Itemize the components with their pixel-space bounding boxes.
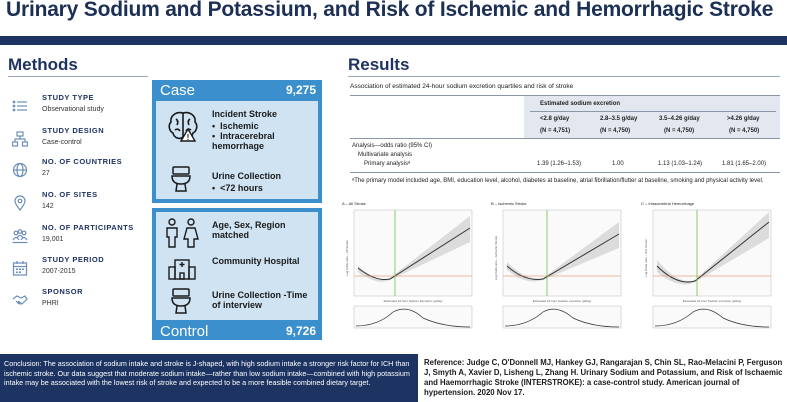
stroke-bullet: • Intracerebral hemorrhage <box>212 131 275 151</box>
match-text: Age, Sex, Region matched <box>212 220 286 240</box>
case-count: 9,275 <box>285 83 316 97</box>
method-label: NO. OF PARTICIPANTS <box>42 223 134 232</box>
conclusion-text: Conclusion: The association of sodium intake and stroke is J-shaped, with high sodium intake a stronger risk factor for ICH than ischemic stroke. Our data suggest that moderate sodium intake—rather than low sodium intake—combined with high potassium intake may be associated with the lowest risk of stroke and expected to be a more feasible combined dietary target. <box>4 359 410 388</box>
density-frame <box>653 306 771 328</box>
table-col-header: 2.8–3.5 g/day <box>600 116 638 122</box>
table-col-n: (N = 4,750) <box>664 128 695 134</box>
results-heading: Results <box>348 55 410 74</box>
handshake-icon <box>12 292 28 308</box>
plot-title: A – All Stroke <box>342 201 366 206</box>
reference-text: Reference: Judge C, O'Donnell MJ, Hankey GJ, Rangarajan S, Chin SL, Rao-Melacini P, Ferguson J, Smyth A, Xavier D, Lisheng L, Zhang H. Urinary Sodium and Potassium, and Risk of Ischaemic and Haemorrhagic Stroke (INTERSTROKE): a case-control study. American journal of hypertension. 2020 Nov 17. <box>424 358 783 397</box>
table-cell: 1.13 (1.03–1.24) <box>658 161 703 167</box>
table-cell: 1.39 (1.26–1.53) <box>537 161 582 167</box>
method-value: Case-control <box>42 139 82 146</box>
stroke-bullet: • Ischemic <box>212 121 259 131</box>
table-rule <box>350 172 780 173</box>
table-col-header: 3.5–4.26 g/day <box>659 116 700 122</box>
method-value: 142 <box>42 203 54 210</box>
control-panel-body <box>156 212 318 320</box>
table-col-n: (N = 4,751) <box>540 128 571 134</box>
table-group-header: Estimated sodium excretion <box>540 101 621 107</box>
plot-frame <box>653 210 771 296</box>
brain-icon <box>166 109 200 143</box>
control-urine-text: Urine Collection -Time of interview <box>212 290 308 310</box>
table-title: Association of estimated 24-hour sodium excretion quartiles and risk of stroke <box>350 83 574 90</box>
method-item-sponsor <box>12 287 147 317</box>
hospital-icon <box>168 256 196 280</box>
plot-ylabel: Log Odds ratio – ICH Stroke <box>644 239 648 277</box>
case-label: Case <box>160 82 196 99</box>
conclusion-box <box>0 354 418 402</box>
method-item-participants <box>12 223 147 253</box>
location-pin-icon <box>12 195 28 211</box>
method-value: Observational study <box>42 106 104 113</box>
hospital-text: Community Hospital <box>212 256 300 266</box>
plot-xlabel: Estimated 24 hour Sodium excretion (g/day) <box>682 299 742 303</box>
table-rule <box>530 111 776 112</box>
spline-plot-ich <box>637 196 777 331</box>
method-label: STUDY DESIGN <box>42 126 105 135</box>
density-frame <box>503 306 621 328</box>
page-title: Urinary Sodium and Potassium, and Risk of Ischemic and Hemorrhagic Stroke <box>6 0 774 21</box>
urine-heading: Urine Collection <box>212 171 282 181</box>
method-value: 2007-2015 <box>42 268 76 275</box>
table-cell: 1.00 <box>612 161 624 167</box>
plot-xlabel: Estimated 24 hour Sodium excretion (g/day) <box>532 299 592 303</box>
control-label: Control <box>160 323 209 340</box>
stroke-heading: Incident Stroke <box>212 109 278 119</box>
method-label: NO. OF COUNTRIES <box>42 157 123 166</box>
spline-plot-all-stroke <box>338 196 478 331</box>
results-divider <box>348 76 780 77</box>
method-value: 27 <box>42 170 50 177</box>
case-panel <box>152 80 322 203</box>
toilet-icon <box>170 166 192 192</box>
density-frame <box>354 306 472 328</box>
method-label: NO. OF SITES <box>42 190 98 199</box>
people-group-icon <box>12 228 28 244</box>
table-col-n: (N = 4,750) <box>729 128 760 134</box>
table-row-label: Analysis—odds ratio (95% CI) <box>352 143 433 149</box>
method-label: SPONSOR <box>42 287 84 296</box>
control-count: 9,726 <box>285 324 316 338</box>
methods-divider <box>8 76 148 77</box>
stroke-bullet-text: Ischemic <box>220 121 259 131</box>
spline-plot-ischemic-stroke <box>487 196 627 331</box>
man-woman-icon <box>162 218 202 248</box>
method-value: PHRI <box>42 300 59 307</box>
table-col-n: (N = 4,750) <box>600 128 631 134</box>
case-panel-body <box>156 101 318 199</box>
method-item-countries <box>12 157 147 187</box>
stroke-bullet-text: Intracerebral hemorrhage <box>212 131 275 151</box>
control-panel <box>152 208 322 340</box>
plot-xlabel: Estimated 24 hour Sodium Excretion (g/day) <box>383 299 443 303</box>
table-rule <box>350 138 780 139</box>
plot-title: B – Ischemic Stroke <box>491 201 527 206</box>
methods-heading: Methods <box>8 55 78 74</box>
plot-frame <box>354 210 472 296</box>
title-bar <box>0 36 787 45</box>
table-col-header: >4.26 g/day <box>727 116 760 122</box>
urine-bullet-text: <72 hours <box>220 183 263 193</box>
method-label: STUDY PERIOD <box>42 255 105 264</box>
hierarchy-icon <box>12 131 28 147</box>
method-item-study-type <box>12 93 147 123</box>
calendar-icon <box>12 260 28 276</box>
urine-bullet: • <72 hours <box>212 183 263 193</box>
table-footnote: ᵃThe primary model included age, BMI, education level, alcohol, diabetes at baseline, atrial fibrillation/flutter at baseline, smoking and physical activity level. <box>352 178 764 184</box>
table-row-label: Primary analysisᵃ <box>364 161 411 167</box>
list-icon <box>12 98 28 114</box>
method-label: STUDY TYPE <box>42 93 94 102</box>
svg-text:!: ! <box>186 133 190 142</box>
table-cell: 1.81 (1.65–2.00) <box>722 161 767 167</box>
plot-ylabel: Log Odds ratio – All Stroke <box>345 240 349 276</box>
plot-title: C – Intracerebral Hemorrhage <box>641 201 695 206</box>
table-col-header: <2.8 g/day <box>540 116 570 122</box>
table-row-label: Multivariate analysis <box>358 152 413 158</box>
method-item-period <box>12 255 147 285</box>
method-value: 19,001 <box>42 236 64 243</box>
method-item-sites <box>12 190 147 220</box>
toilet-icon <box>170 288 192 314</box>
method-item-study-design <box>12 126 147 156</box>
plot-ylabel: Log Odds ratio – Ischemic Stroke <box>494 235 498 281</box>
globe-icon <box>12 162 28 178</box>
